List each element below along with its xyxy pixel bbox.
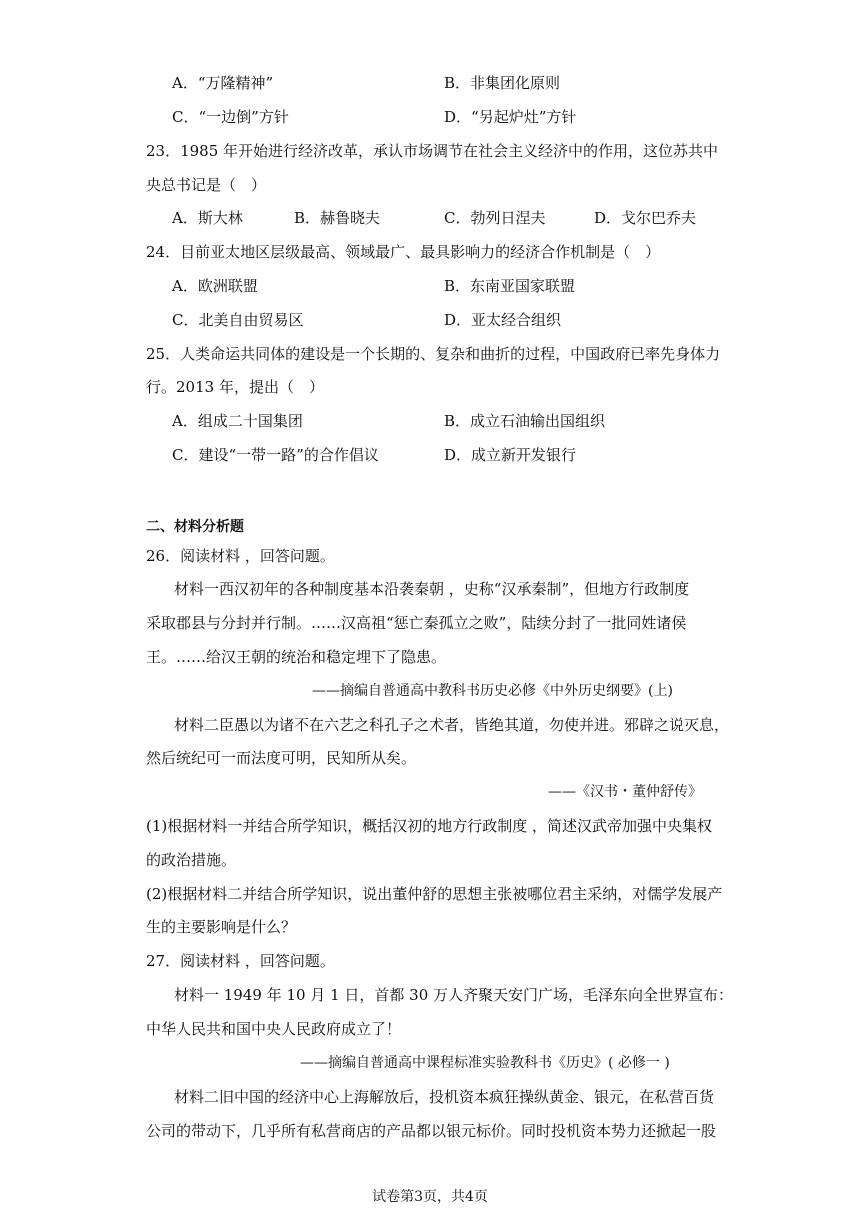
section-heading: 二、材料分析题 xyxy=(146,519,244,535)
q24-option-d: D．亚太经合组织 xyxy=(444,311,562,329)
q24-option-c: C．北美自由贸易区 xyxy=(172,311,304,329)
q25-stem-line2: 行。2013 年，提出（ ） xyxy=(146,378,324,396)
q25-option-a: A．组成二十国集团 xyxy=(172,412,303,430)
q27-material2-line2: 公司的带动下，几乎所有私营商店的产品都以银元标价。同时投机资本势力还掀起一股 xyxy=(146,1122,717,1140)
q23-stem-line1: 23．1985 年开始进行经济改革，承认市场调节在社会主义经济中的作用，这位苏共中 xyxy=(146,142,719,160)
q26-question2-line2: 生的主要影响是什么？ xyxy=(146,918,297,936)
q22-option-d: D．“另起炉灶”方针 xyxy=(444,108,577,126)
q23-stem-line2: 央总书记是（ ） xyxy=(146,176,267,194)
q27-material1-line2: 中华人民共和国中央人民政府成立了！ xyxy=(146,1020,402,1038)
q26-question2-line1: (2)根据材料二并结合所学知识，说出董仲舒的思想主张被哪位君主采纳，对儒学发展产 xyxy=(146,885,723,903)
q26-question1-line1: (1)根据材料一并结合所学知识，概括汉初的地方行政制度 ，简述汉武帝加强中央集权 xyxy=(146,817,713,835)
q24-stem: 24．目前亚太地区层级最高、领域最广、最具影响力的经济合作机制是（ ） xyxy=(146,243,661,261)
q26-material2-line1: 材料二臣愚以为诸不在六艺之科孔子之术者，皆绝其道，勿使并进。邪辟之说灭息， xyxy=(174,716,730,734)
q24-option-b: B．东南亚国家联盟 xyxy=(444,277,576,295)
q26-stem: 26．阅读材料 ，回答问题。 xyxy=(146,547,335,565)
q25-option-c: C．建设“一带一路”的合作倡议 xyxy=(172,446,379,464)
q26-question1-line2: 的政治措施。 xyxy=(146,851,237,869)
q23-option-c: C．勃列日涅夫 xyxy=(444,209,546,227)
q27-material1-source: ——摘编自普通高中课程标准实验教科书《历史》( 必修一 ) xyxy=(300,1055,670,1071)
q26-material1-line1: 材料一西汉初年的各种制度基本沿袭秦朝 ，史称“汉承秦制”，但地方行政制度 xyxy=(174,580,690,598)
q26-material2-line2: 然后统纪可一而法度可明，民知所从矣。 xyxy=(146,749,417,767)
q22-option-b: B．非集团化原则 xyxy=(444,74,561,92)
q25-stem-line1: 25．人类命运共同体的建设是一个长期的、复杂和曲折的过程，中国政府已率先身体力 xyxy=(146,345,721,363)
q25-option-d: D．成立新开发银行 xyxy=(444,446,577,464)
q23-option-a: A．斯大林 xyxy=(172,209,243,227)
q22-option-a: A．“万隆精神” xyxy=(172,74,274,92)
q27-stem: 27．阅读材料 ，回答问题。 xyxy=(146,952,335,970)
q24-option-a: A．欧洲联盟 xyxy=(172,277,258,295)
q25-option-b: B．成立石油输出国组织 xyxy=(444,412,606,430)
q26-material1-line2: 采取郡县与分封并行制。……汉高祖“惩亡秦孤立之败”，陆续分封了一批同姓诸侯 xyxy=(146,614,687,632)
q26-material2-source: ——《汉书・董仲舒传》 xyxy=(548,784,702,800)
q23-option-d: D．戈尔巴乔夫 xyxy=(594,209,697,227)
page-footer: 试卷第3页，共4页 xyxy=(372,1189,488,1205)
q27-material2-line1: 材料二旧中国的经济中心上海解放后，投机资本疯狂操纵黄金、银元，在私营百货 xyxy=(174,1088,715,1106)
q26-material1-source: ——摘编自普通高中教科书历史必修《中外历史纲要》(上) xyxy=(312,683,673,699)
q27-material1-line1: 材料一 1949 年 10 月 1 日，首都 30 万人齐聚天安门广场，毛泽东向全世界宣布： xyxy=(174,986,734,1004)
q23-option-b: B．赫鲁晓夫 xyxy=(294,209,381,227)
q22-option-c: C．“一边倒”方针 xyxy=(172,108,289,126)
q26-material1-line3: 王。……给汉王朝的统治和稳定埋下了隐患。 xyxy=(146,648,447,666)
